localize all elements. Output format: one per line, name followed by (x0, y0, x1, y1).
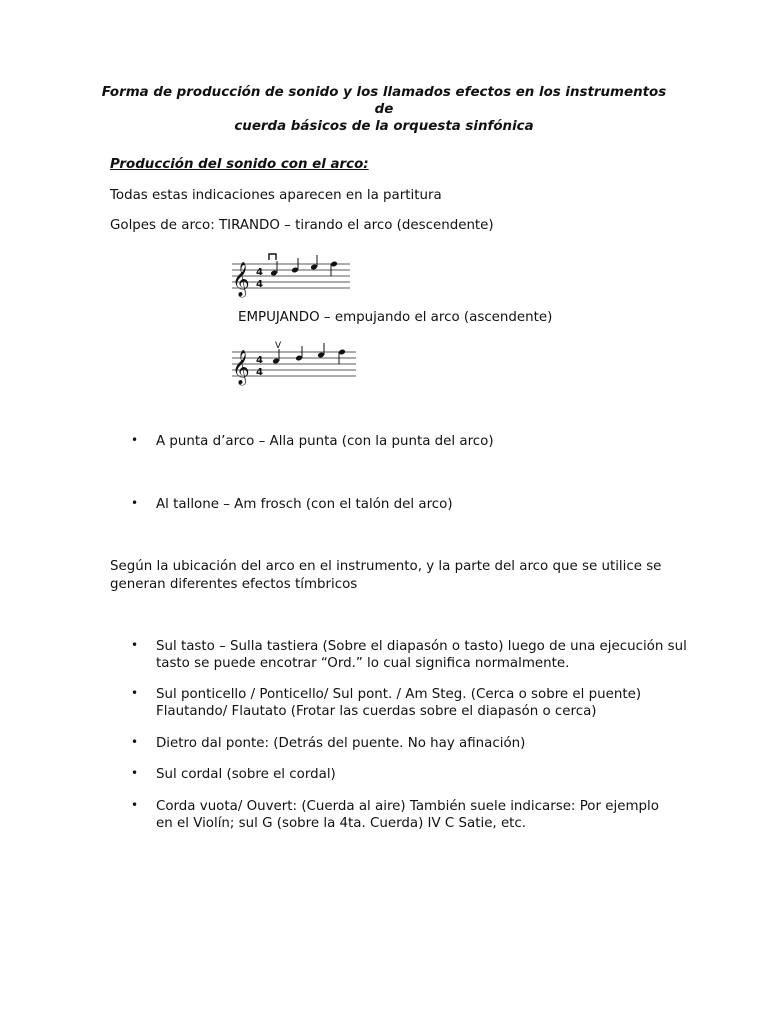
intro-text: Todas estas indicaciones aparecen en la partitura (110, 188, 442, 203)
bullet-icon: • (131, 433, 139, 447)
empujando-line: EMPUJANDO – empujando el arco (ascendente) (238, 310, 553, 325)
title-line-2: cuerda básicos de la orquesta sinfónica (234, 119, 534, 134)
music-staff-empujando (228, 338, 360, 385)
time-signature-top: 4 (256, 267, 263, 278)
notes (270, 255, 338, 276)
treble-clef-icon: 𝄞 (232, 350, 250, 385)
title-line-1: Forma de producción de sonido y los llamados efectos en los instrumentos de (101, 85, 667, 117)
list-item-sul-cordal: Sul cordal (sobre el cordal) (156, 767, 336, 782)
list-item-sul-tasto-line-2: tasto se puede encotrar “Ord.” lo cual significa normalmente. (156, 656, 570, 671)
time-signature-bottom: 4 (256, 279, 263, 290)
list-item-corda-vuota-line-2: en el Violín; sul G (sobre la 4ta. Cuerda) IV C Satie, etc. (156, 816, 527, 831)
down-bow-icon (269, 254, 276, 260)
bullet-icon: • (131, 638, 139, 652)
list-item-ponticello-line-2: Flautando/ Flautato (Frotar las cuerdas sobre el diapasón o cerca) (156, 704, 597, 719)
list-item-sul-tasto-line-1: Sul tasto – Sulla tastiera (Sobre el diapasón o tasto) luego de una ejecución sul (156, 639, 687, 654)
golpes-de-arco-line: Golpes de arco: TIRANDO – tirando el arco (descendente) (110, 218, 494, 233)
up-bow-icon: V (275, 341, 282, 351)
list-item-punta: A punta d’arco – Alla punta (con la punta del arco) (156, 434, 494, 449)
list-item-tallone: Al tallone – Am frosch (con el talón del arco) (156, 497, 453, 512)
bullet-icon: • (131, 735, 139, 749)
bullet-icon: • (131, 496, 139, 510)
document-title (100, 84, 668, 135)
list-item-corda-vuota-line-1: Corda vuota/ Ouvert: (Cuerda al aire) También suele indicarse: Por ejemplo (156, 799, 659, 814)
bullet-icon: • (131, 686, 139, 700)
bullet-icon: • (131, 798, 139, 812)
bullet-icon: • (131, 766, 139, 780)
music-staff-tirando (228, 252, 353, 296)
section-heading: Producción del sonido con el arco: (110, 157, 369, 172)
treble-clef-icon: 𝄞 (232, 262, 250, 297)
paragraph-line-2: generan diferentes efectos tímbricos (110, 577, 358, 592)
time-signature-top: 4 (256, 355, 263, 366)
paragraph-line-1: Según la ubicación del arco en el instrumento, y la parte del arco que se utilice se (110, 559, 662, 574)
list-item-ponticello-line-1: Sul ponticello / Ponticello/ Sul pont. / Am Steg. (Cerca o sobre el puente) (156, 687, 642, 702)
time-signature-bottom: 4 (256, 367, 263, 378)
list-item-dietro-dal-ponte: Dietro dal ponte: (Detrás del puente. No hay afinación) (156, 736, 526, 751)
notes (272, 343, 346, 364)
